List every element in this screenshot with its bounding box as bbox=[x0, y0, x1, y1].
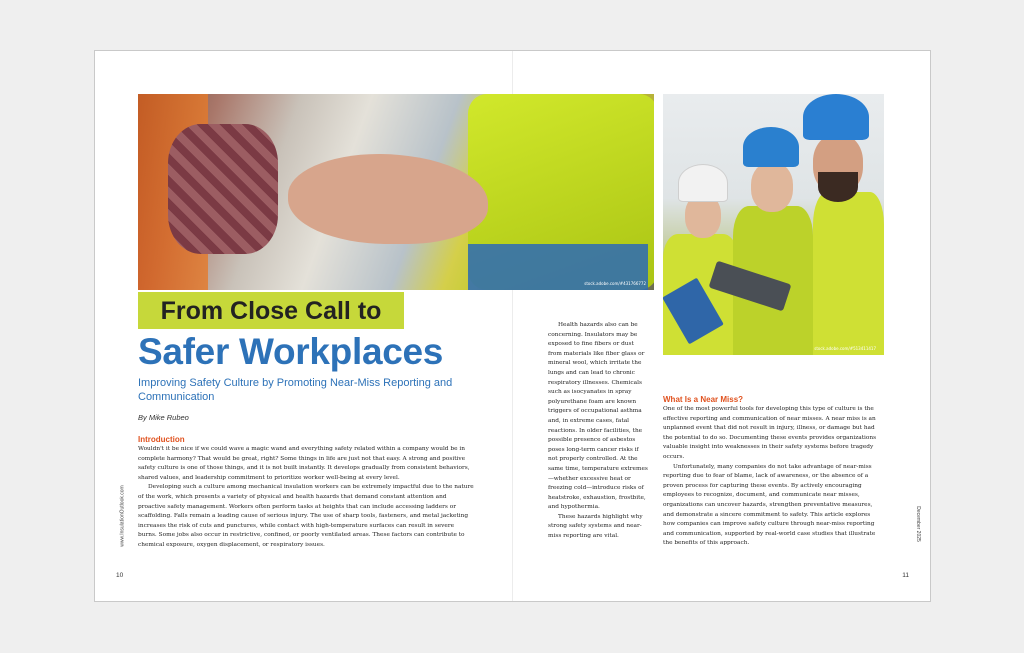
vest-right bbox=[813, 192, 884, 355]
page-number-left: 10 bbox=[116, 572, 124, 579]
website-url: www.InsulationOutlook.com bbox=[119, 485, 126, 547]
blue-hardhat bbox=[803, 94, 869, 140]
paragraph: Unfortunately, many companies do not take advantage of near-miss reporting due to fear of blame, lack of awareness, or the absence of a proven process for capturing these events. By actively encouraging employees to recognize, document, and communicate near misses, organizations can uncover hazards, strengthen preventative measures, and demonstrate a sincere commitment to safety. This article explores how companies can improve safety culture through near-miss reporting and communication, supported by real-world case studies that illustrate the benefits of this approach. bbox=[663, 463, 876, 547]
workers-tablet-photo bbox=[663, 94, 884, 355]
magazine-spread bbox=[94, 50, 931, 602]
photo-credit: stock.adobe.com/#513411417 bbox=[814, 346, 876, 351]
section-heading-introduction: Introduction bbox=[138, 435, 185, 444]
worker-face bbox=[751, 162, 793, 212]
paragraph: These hazards highlight why strong safety systems and near-miss reporting are vital. bbox=[548, 513, 643, 540]
paragraph: Wouldn't it be nice if we could wave a magic wand and everything safety related within a company would be in complete harmony? That would be great, right? Some things in life are just not that easy. A strong and positive safety culture is one of those things, and it is not built instantly. It develops gradually from consistent behaviors, shared values, and leadership commitment to prioritize worker well-being at every level. bbox=[138, 446, 470, 481]
column-2 bbox=[548, 321, 648, 542]
stacked-hands bbox=[288, 154, 488, 244]
subtitle: Improving Safety Culture by Promoting Near-Miss Reporting and Communication bbox=[138, 377, 453, 403]
blue-hardhat bbox=[743, 127, 799, 167]
column-1 bbox=[138, 434, 474, 551]
plaid-sleeve bbox=[168, 124, 278, 254]
section-heading-near-miss: What Is a Near Miss? bbox=[663, 395, 744, 404]
hands-together-photo bbox=[138, 94, 654, 290]
beard bbox=[818, 172, 858, 202]
photo-credit: stock.adobe.com/#431766772 bbox=[584, 281, 646, 286]
issue-date: December 2025 bbox=[915, 506, 922, 542]
white-hardhat bbox=[678, 164, 728, 202]
byline: By Mike Rubeo bbox=[138, 413, 189, 422]
headline-line-1: From Close Call to bbox=[160, 297, 382, 325]
paragraph: One of the most powerful tools for developing this type of culture is the effective reporting and communication of near misses. A near miss is an unplanned event that did not result in injury, illness, or damage but had the potential to do so. Documenting these events provides organizations valuable insight into weaknesses in their safety systems before tragedy occurs. bbox=[663, 406, 877, 460]
page-number-right: 11 bbox=[902, 572, 909, 579]
paragraph: Developing such a culture among mechanical insulation workers can be extremely impactful due to the nature of the work, which presents a variety of physical and health hazards that demand constant attention and proactive safety management. Workers often perform tasks at heights that can include accessing ladders or scaffolding. Falls remain a leading cause of serious injury. The use of sharp tools, fasteners, and metal jacketing increases the risk of cuts and punctures, while contact with high-temperature surfaces can result in severe burns. Some jobs also occur in restrictive, confined, or poorly ventilated areas. These factors can contribute to chemical exposure, oxygen displacement, or respiratory issues. bbox=[138, 484, 474, 548]
column-3 bbox=[663, 394, 884, 549]
headline-line-2: Safer Workplaces bbox=[138, 331, 444, 372]
paragraph: Health hazards also can be concerning. Insulators may be exposed to fine fibers or dust from materials like fiber glass or mineral wool, which irritate the lungs and can lead to chronic respiratory illnesses. Chemicals such as isocyanates in spray polyurethane foam are known triggers of occupational asthma and, in extreme cases, fatal reactions. In older facilities, the possible presence of asbestos poses long-term cancer risks if not properly controlled. At the same time, temperature extremes—whether excessive heat or freezing cold—introduce risks of heatstroke, exhaustion, frostbite, and hypothermia. bbox=[548, 322, 648, 511]
